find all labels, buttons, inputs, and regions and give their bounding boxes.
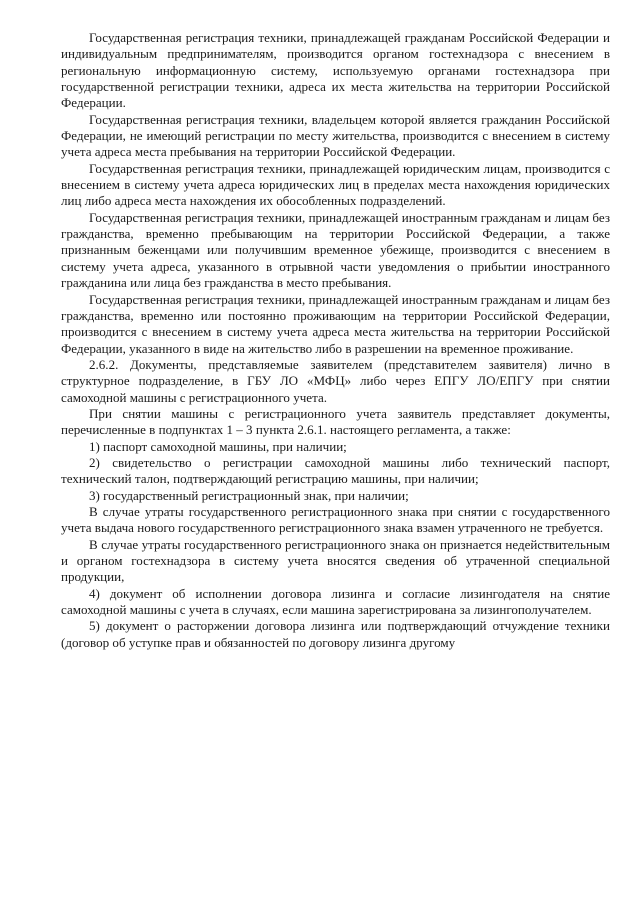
paragraph-citizens-registration: Государственная регистрация техники, принадлежащей гражданам Российской Федерации и индивидуальным предпринимателям, производится органом гостехнадзора с внесением в региональную информационную систему, используемую органами гостехнадзора при государственной регистрации техники, адреса их места жительства на территории Российской Федерации. [61, 30, 610, 111]
list-item-3: 3) государственный регистрационный знак, при наличии; [89, 487, 409, 503]
list-item-5: 5) документ о расторжении договора лизинга или подтверждающий отчуждение техники (договор об уступке прав и обязанностей по договору лизинга другому [61, 618, 610, 650]
paragraph-foreign-residents: Государственная регистрация техники, принадлежащей иностранным гражданам и лицам без гражданства, временно или постоянно проживающим на территории Российской Федерации, производится с внесением в систему учета адреса места жительства на территории Российской Федерации, указанного в виде на жительство либо в разрешении на временное проживание. [61, 291, 610, 356]
paragraph-foreign-temporary: Государственная регистрация техники, принадлежащей иностранным гражданам и лицам без гражданства, временно пребывающим на территории Российской Федерации, а также признанным беженцами или получившим временное убежище, производится с внесением в систему учета адреса, указанного в отрывной части уведомления о прибытии иностранного гражданина или лица без гражданства в место пребывания. [61, 209, 610, 291]
paragraph-legal-entities: Государственная регистрация техники, принадлежащей юридическим лицам, производится с внесением в систему учета адреса юридических лиц в пределах места нахождения юридических лиц либо адреса места нахождения их обособленных подразделений. [61, 160, 610, 209]
paragraph-lost-plate-invalid: В случае утраты государственного регистрационного знака он признается недействительным и органом гостехнадзора в систему учета вносятся сведения об утраченной специальной продукции, [61, 536, 610, 585]
paragraph-section-2-6-2: 2.6.2. Документы, представляемые заявителем (представителем заявителя) лично в структурное подразделение, в ГБУ ЛО «МФЦ» либо через ЕПГУ ЛО/ЕПГУ при снятии самоходной машины с регистрационного учета. [61, 356, 610, 405]
document-page [61, 30, 610, 651]
list-item-2: 2) свидетельство о регистрации самоходной машины либо технический паспорт, технический талон, подтверждающий регистрацию машины, при наличии; [61, 454, 610, 487]
list-item-1: 1) паспорт самоходной машины, при наличии; [89, 438, 347, 454]
list-item-4: 4) документ об исполнении договора лизинга и согласие лизингодателя на снятие самоходной машины с учета в случаях, если машина зарегистрирована за лизингополучателем. [61, 585, 610, 618]
paragraph-lost-plate-no-new: В случае утраты государственного регистрационного знака при снятии с государственного учета выдача нового государственного регистрационного знака взамен утраченного не требуется. [61, 503, 610, 536]
paragraph-no-residence-registration: Государственная регистрация техники, владельцем которой является гражданин Российской Федерации, не имеющий регистрации по месту жительства, производится с внесением в систему учета адреса места пребывания на территории Российской Федерации. [61, 111, 610, 160]
paragraph-deregistration-intro: При снятии машины с регистрационного учета заявитель представляет документы, перечисленные в подпунктах 1 – 3 пункта 2.6.1. настоящего регламента, а также: [61, 405, 610, 438]
